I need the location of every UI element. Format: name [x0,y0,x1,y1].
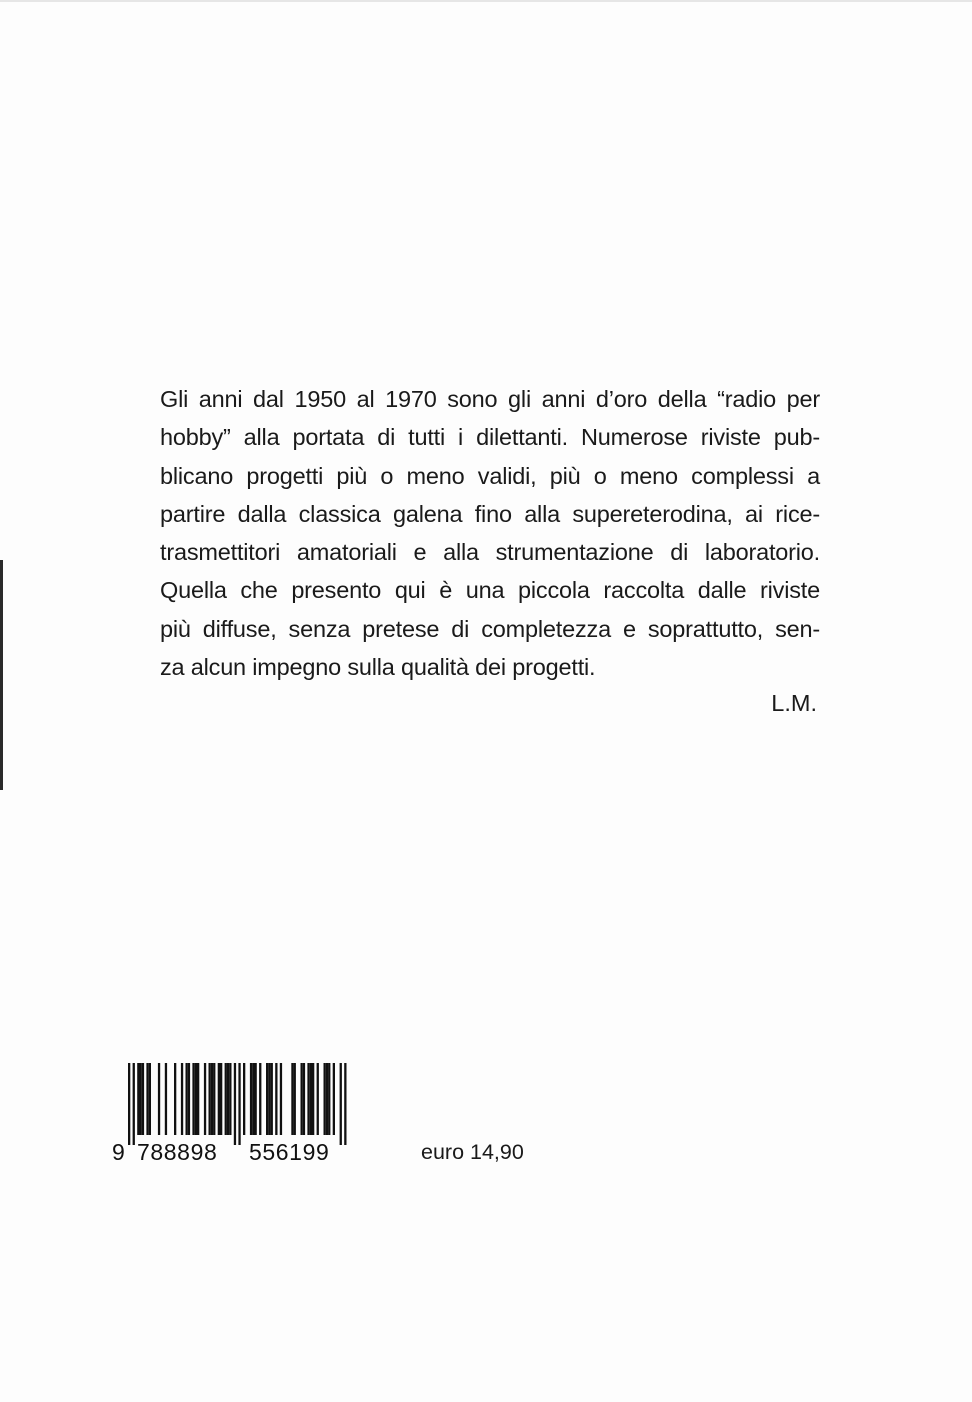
barcode-bar [317,1063,319,1135]
barcode-bar [310,1063,312,1135]
barcode-bar [340,1063,342,1145]
barcode-bar [238,1063,240,1145]
author-signature: L.M. [771,690,817,716]
barcode-bar [158,1063,160,1135]
barcode-bar [133,1063,135,1145]
barcode-bar [218,1063,220,1135]
cover-spine-edge [0,560,3,790]
barcode-bar [328,1063,330,1135]
barcode-bar [294,1063,296,1135]
barcode-bar [137,1063,139,1135]
barcode-bar [252,1063,254,1135]
barcode-bar [149,1063,151,1135]
barcode-bar [280,1063,282,1135]
blurb-line: za alcun impegno sulla qualità dei progetti. [160,654,596,681]
cover-top-edge [0,0,972,2]
barcode-bar [229,1063,231,1135]
barcode-bar [192,1063,194,1135]
barcode-bar [266,1063,268,1135]
barcode-bar [204,1063,206,1135]
barcode-bar [211,1063,213,1135]
barcode-bar [128,1063,130,1145]
barcode-bar [268,1063,270,1135]
barcode-bar [225,1063,227,1135]
blurb-line: hobby” alla portata di tutti i dilettanti. Numerose riviste pub- [160,424,820,451]
barcode-bar [271,1063,273,1135]
barcode-bar [197,1063,199,1135]
barcode-bar [324,1063,326,1135]
blurb-line: blicano progetti più o meno validi, più o meno complessi a [160,462,820,489]
barcode-bar [312,1063,314,1135]
blurb-line: trasmettitori amatoriali e alla strumentazione di laboratorio. [160,539,820,566]
blurb-line: Gli anni dal 1950 al 1970 sono gli anni d’oro della “radio per [160,386,820,412]
barcode-bars-icon [112,1063,362,1145]
barcode-bar [326,1063,328,1135]
barcode-bar [333,1063,335,1135]
barcode-bar [186,1063,188,1135]
barcode-bar [255,1063,257,1135]
barcode-left-digits: 788898 [137,1139,218,1165]
barcode-bar [234,1063,236,1145]
barcode-bar [213,1063,215,1135]
barcode-bar [291,1063,293,1135]
barcode-bar [181,1063,183,1135]
barcode-bar [243,1063,245,1135]
barcode-bar [259,1063,261,1135]
blurb-line: partire dalla classica galena fino alla supereterodina, ai rice- [160,500,820,527]
barcode-bar [140,1063,142,1135]
barcode-bar [209,1063,211,1135]
barcode-bar [303,1063,305,1135]
barcode-bar [275,1063,277,1135]
barcode-right-digits: 556199 [249,1139,330,1165]
barcode-bar [301,1063,303,1135]
blurb-line: più diffuse, senza pretese di completezza e soprattutto, sen- [160,615,820,642]
barcode-bar [146,1063,148,1135]
barcode-bar [195,1063,197,1135]
barcode-bar [165,1063,167,1135]
barcode-bar [188,1063,190,1135]
barcode-bar [250,1063,252,1135]
barcode-bar [142,1063,144,1135]
cover-price: euro 14,90 [421,1140,524,1164]
blurb-line: Quella che presento qui è una piccola raccolta dalle riviste [160,577,820,604]
barcode-bar [174,1063,176,1135]
barcode-bar [220,1063,222,1135]
barcode-bar [307,1063,309,1135]
barcode-bar [344,1063,346,1145]
barcode-bar [227,1063,229,1135]
barcode-first-digit: 9 [112,1139,125,1165]
back-cover-blurb [160,380,820,686]
